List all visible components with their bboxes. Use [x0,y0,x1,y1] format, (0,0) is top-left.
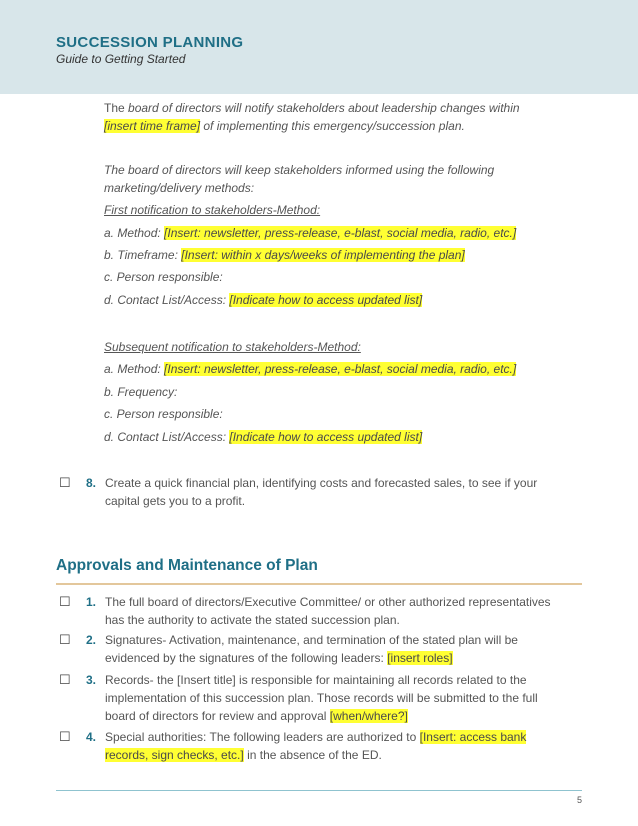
item-number: 3. [86,673,97,687]
item-number: 4. [86,730,97,744]
item-text [105,593,575,629]
item-text [105,474,575,510]
intro-paragraph-1 [104,99,574,135]
placeholder-highlight: [insert roles] [387,651,453,665]
placeholder-highlight: [when/where?] [329,709,408,723]
intro-text: of implementing this emergency/succession plan. [200,119,465,133]
subsequent-frequency-line: b. Frequency: [104,385,178,399]
document-title: SUCCESSION PLANNING [56,34,244,51]
checkbox[interactable]: ☐ [59,475,71,490]
section-divider [56,583,582,585]
placeholder-highlight: [Insert: newsletter, press-release, e-blast, social media, radio, etc.] [164,362,517,376]
first-contact-line [104,291,422,309]
intro-text: The [104,101,129,115]
timeframe-label: b. Timeframe: [104,248,182,262]
item-text [105,631,575,667]
placeholder-highlight: [Insert: newsletter, press-release, e-blast, social media, radio, etc.] [164,226,517,240]
item-text [105,728,575,764]
contact-label: d. Contact List/Access: [104,430,230,444]
item-text-line: evidenced by the signatures of the following leaders: [105,651,388,665]
placeholder-highlight: [Indicate how to access updated list] [229,293,423,307]
placeholder-highlight: [Indicate how to access updated list] [229,430,423,444]
subsequent-contact-line [104,428,422,446]
first-person-line: c. Person responsible: [104,270,223,284]
subsequent-person-line: c. Person responsible: [104,407,223,421]
placeholder-highlight: [insert time frame] [104,119,201,133]
item-text-line: Signatures- Activation, maintenance, and termination of the stated plan will be [105,633,518,647]
item-number: 8. [86,476,97,490]
item-text-line: board of directors for review and approval [105,709,330,723]
first-notification-heading: First notification to stakeholders-Method: [104,203,321,217]
item-text-line: has the authority to activate the stated succession plan. [105,613,400,627]
placeholder-highlight: [Insert: access bank [419,730,527,744]
item-text-line: Create a quick financial plan, identifying costs and forecasted sales, to see if your [105,476,538,490]
first-timeframe-line [104,246,465,264]
item-text-line: The full board of directors/Executive Committee/ or other authorized representatives [105,595,551,609]
footer-divider [56,790,582,791]
placeholder-highlight: records, sign checks, etc.] [105,748,244,762]
first-method-line [104,224,516,242]
checkbox[interactable]: ☐ [59,594,71,609]
contact-label: d. Contact List/Access: [104,293,230,307]
method-label: a. Method: [104,362,165,376]
checkbox[interactable]: ☐ [59,632,71,647]
item-text-line: in the absence of the ED. [243,748,382,762]
item-text-line: Special authorities: The following leaders are authorized to [105,730,420,744]
item-text [105,671,575,725]
item-text-line: implementation of this succession plan. Those records will be submitted to the full [105,691,538,705]
item-text-line: Records- the [Insert title] is responsible for maintaining all records related to the [105,673,527,687]
section-heading: Approvals and Maintenance of Plan [56,557,318,574]
checkbox[interactable]: ☐ [59,729,71,744]
item-text-line: capital gets you to a profit. [105,494,246,508]
page-number: 5 [576,795,582,805]
document-subtitle: Guide to Getting Started [56,52,186,66]
item-number: 2. [86,633,97,647]
checkbox[interactable]: ☐ [59,672,71,687]
method-label: a. Method: [104,226,165,240]
intro-text: The board of directors will keep stakeholders informed using the following [104,163,495,177]
intro-text: marketing/delivery methods: [104,181,255,195]
subsequent-notification-heading: Subsequent notification to stakeholders-Method: [104,340,361,354]
page-header [0,0,638,94]
intro-text: board of directors will notify stakeholders about leadership changes within [128,101,520,115]
intro-paragraph-2 [104,161,574,197]
item-number: 1. [86,595,97,609]
placeholder-highlight: [Insert: within x days/weeks of implementing the plan] [181,248,465,262]
subsequent-method-line [104,360,516,378]
